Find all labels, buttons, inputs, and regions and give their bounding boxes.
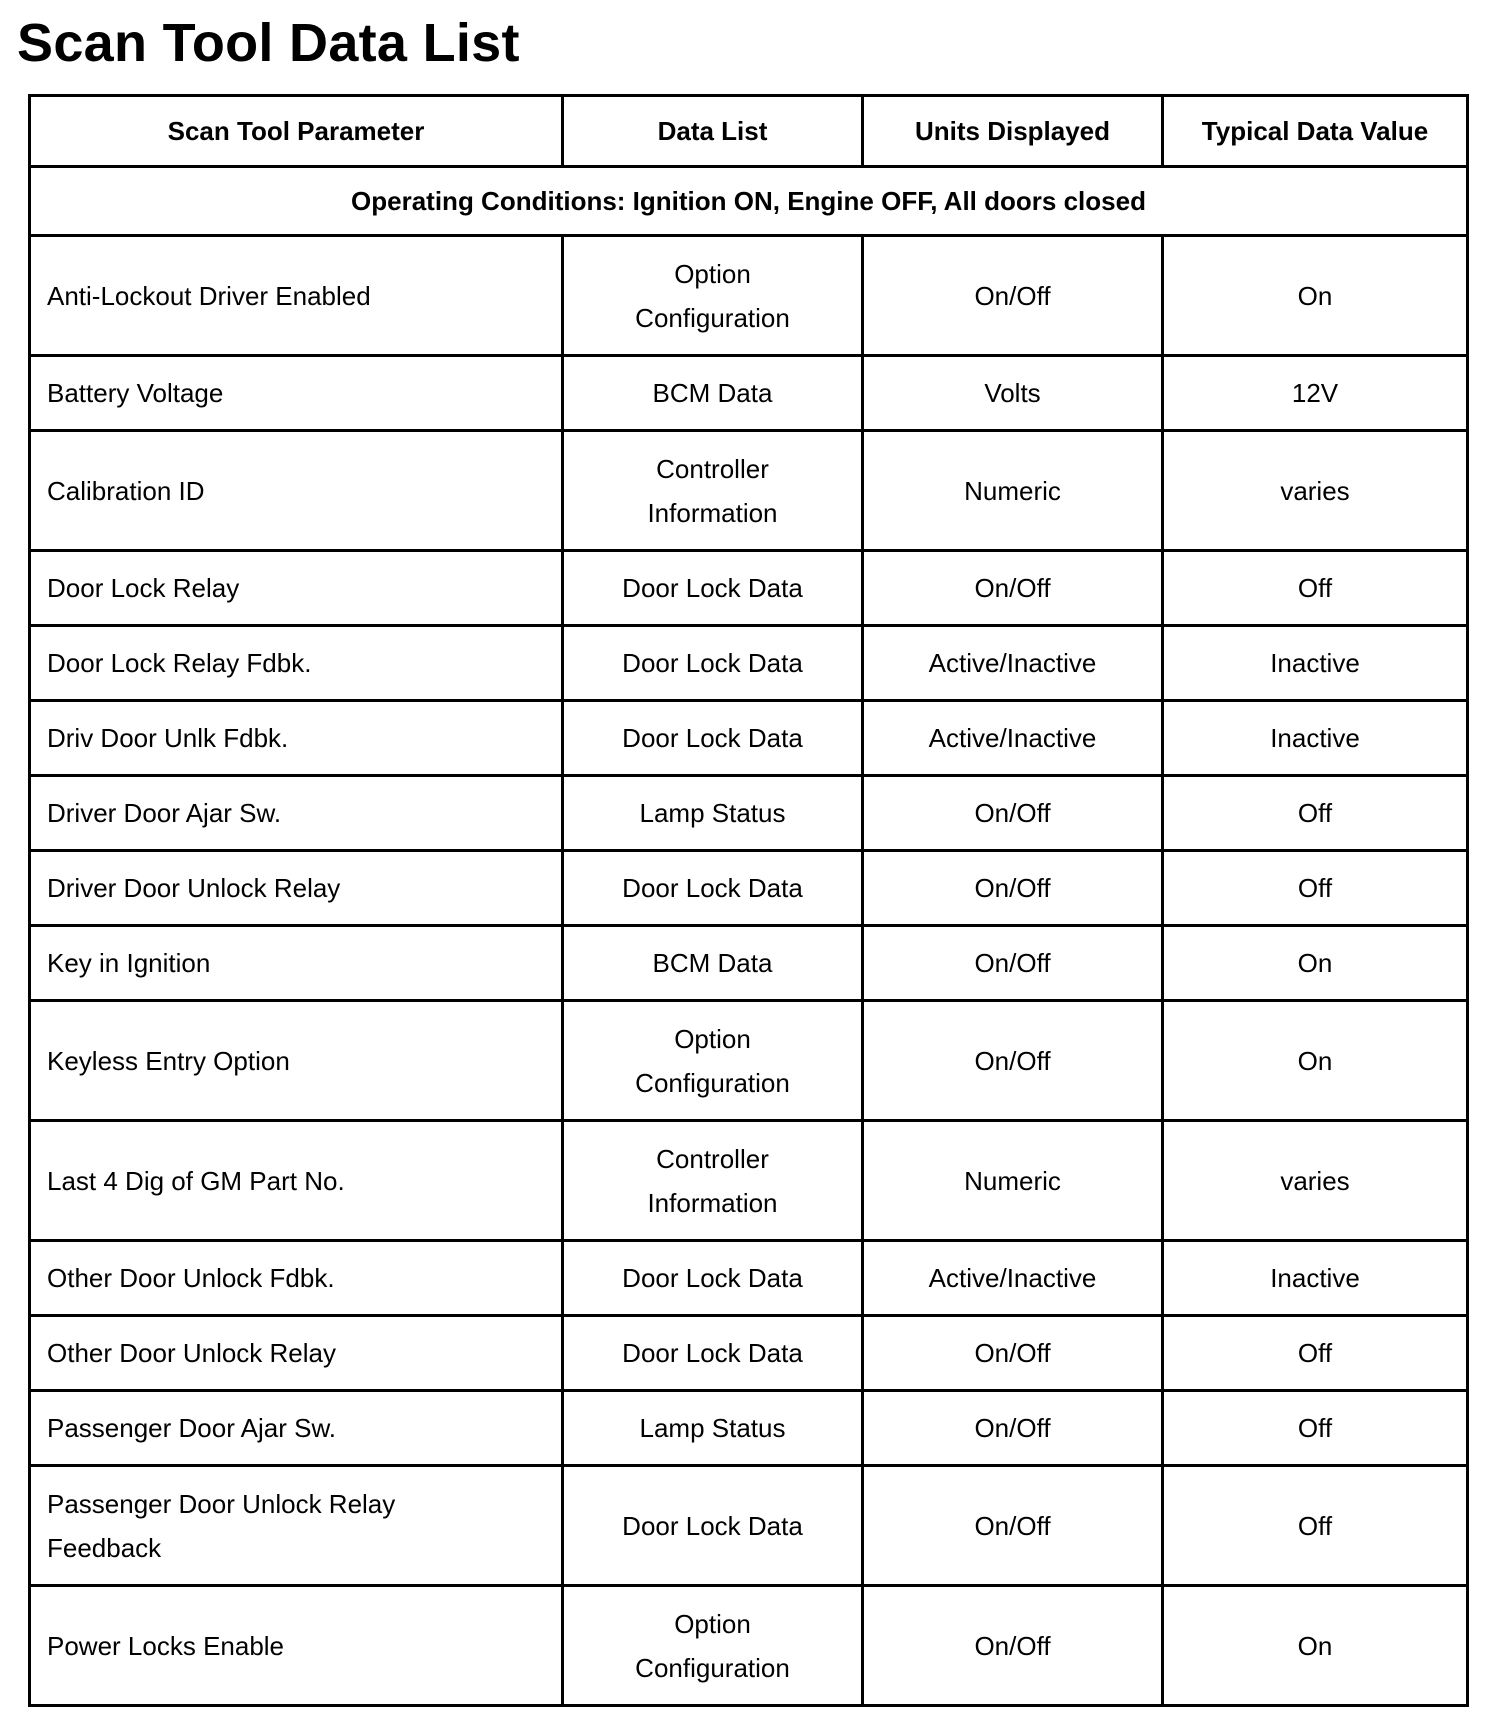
typical-value-cell: Off	[1163, 1466, 1468, 1586]
table-row	[30, 356, 1468, 431]
parameter-cell: Other Door Unlock Relay	[30, 1316, 563, 1391]
units-cell: On/Off	[863, 236, 1163, 356]
data-list-line: Option	[674, 1608, 751, 1639]
units-cell: On/Off	[863, 1586, 1163, 1706]
parameter-cell: Other Door Unlock Fdbk.	[30, 1241, 563, 1316]
data-list-cell: Door Lock Data	[563, 701, 863, 776]
table-row	[30, 431, 1468, 551]
data-list-cell: BCM Data	[563, 926, 863, 1001]
data-list-cell: Door Lock Data	[563, 1241, 863, 1316]
table-row	[30, 626, 1468, 701]
parameter-cell: Anti-Lockout Driver Enabled	[30, 236, 563, 356]
typical-value-cell: varies	[1163, 431, 1468, 551]
parameter-cell: Door Lock Relay Fdbk.	[30, 626, 563, 701]
data-list-cell	[563, 1121, 863, 1241]
table-row	[30, 1466, 1468, 1586]
data-list-line: Controller	[656, 1143, 769, 1174]
header-row	[30, 96, 1468, 167]
units-cell: On/Off	[863, 1466, 1163, 1586]
operating-conditions-row	[30, 167, 1468, 236]
units-cell: Active/Inactive	[863, 1241, 1163, 1316]
typical-value-cell: Off	[1163, 1391, 1468, 1466]
units-cell: Active/Inactive	[863, 701, 1163, 776]
table-row	[30, 926, 1468, 1001]
table-row	[30, 1121, 1468, 1241]
table-row	[30, 701, 1468, 776]
units-cell: Active/Inactive	[863, 626, 1163, 701]
table-row	[30, 1001, 1468, 1121]
data-list-cell	[563, 1001, 863, 1121]
parameter-line: Passenger Door Unlock Relay	[47, 1488, 396, 1519]
table-row	[30, 1586, 1468, 1706]
parameter-cell: Driver Door Unlock Relay	[30, 851, 563, 926]
typical-value-cell: On	[1163, 236, 1468, 356]
table-row	[30, 1241, 1468, 1316]
data-list-line: Information	[647, 1187, 778, 1218]
data-list-cell	[563, 236, 863, 356]
data-list-cell: Door Lock Data	[563, 626, 863, 701]
parameter-cell: Battery Voltage	[30, 356, 563, 431]
parameter-cell: Driv Door Unlk Fdbk.	[30, 701, 563, 776]
parameter-cell: Door Lock Relay	[30, 551, 563, 626]
header-data-list: Data List	[563, 96, 863, 167]
units-cell: Volts	[863, 356, 1163, 431]
parameter-line: Feedback	[47, 1532, 162, 1563]
typical-value-cell: Inactive	[1163, 1241, 1468, 1316]
parameter-cell: Power Locks Enable	[30, 1586, 563, 1706]
parameter-cell	[30, 1466, 563, 1586]
table-row	[30, 776, 1468, 851]
data-list-cell: Door Lock Data	[563, 851, 863, 926]
data-list-line: Configuration	[635, 302, 790, 333]
parameter-cell: Last 4 Dig of GM Part No.	[30, 1121, 563, 1241]
units-cell: Numeric	[863, 1121, 1163, 1241]
units-cell: On/Off	[863, 551, 1163, 626]
table-row	[30, 851, 1468, 926]
typical-value-cell: Inactive	[1163, 701, 1468, 776]
table-row	[30, 551, 1468, 626]
parameter-cell: Passenger Door Ajar Sw.	[30, 1391, 563, 1466]
data-list-line: Option	[674, 1023, 751, 1054]
parameter-cell: Calibration ID	[30, 431, 563, 551]
units-cell: On/Off	[863, 926, 1163, 1001]
table-row	[30, 1391, 1468, 1466]
table-row	[30, 236, 1468, 356]
data-list-cell: Door Lock Data	[563, 1466, 863, 1586]
typical-value-cell: 12V	[1163, 356, 1468, 431]
data-list-cell: Lamp Status	[563, 1391, 863, 1466]
parameter-cell: Key in Ignition	[30, 926, 563, 1001]
data-list-line: Option	[674, 258, 751, 289]
units-cell: On/Off	[863, 1001, 1163, 1121]
data-list-line: Configuration	[635, 1067, 790, 1098]
units-cell: On/Off	[863, 1391, 1163, 1466]
data-list-line: Configuration	[635, 1652, 790, 1683]
data-list-line: Controller	[656, 453, 769, 484]
units-cell: On/Off	[863, 776, 1163, 851]
typical-value-cell: varies	[1163, 1121, 1468, 1241]
operating-conditions: Operating Conditions: Ignition ON, Engine OFF, All doors closed	[30, 167, 1468, 236]
typical-value-cell: Off	[1163, 551, 1468, 626]
units-cell: On/Off	[863, 1316, 1163, 1391]
data-list-cell: Lamp Status	[563, 776, 863, 851]
typical-value-cell: On	[1163, 926, 1468, 1001]
typical-value-cell: Off	[1163, 851, 1468, 926]
units-cell: On/Off	[863, 851, 1163, 926]
scan-tool-data-table	[28, 94, 1469, 1707]
header-units-displayed: Units Displayed	[863, 96, 1163, 167]
data-list-cell	[563, 1586, 863, 1706]
page-title: Scan Tool Data List	[17, 13, 520, 73]
parameter-cell: Driver Door Ajar Sw.	[30, 776, 563, 851]
typical-value-cell: Inactive	[1163, 626, 1468, 701]
typical-value-cell: On	[1163, 1001, 1468, 1121]
units-cell: Numeric	[863, 431, 1163, 551]
typical-value-cell: On	[1163, 1586, 1468, 1706]
typical-value-cell: Off	[1163, 1316, 1468, 1391]
data-list-cell: Door Lock Data	[563, 551, 863, 626]
data-list-cell	[563, 431, 863, 551]
header-scan-tool-parameter: Scan Tool Parameter	[30, 96, 563, 167]
parameter-cell: Keyless Entry Option	[30, 1001, 563, 1121]
header-typical-data-value: Typical Data Value	[1163, 96, 1468, 167]
table-row	[30, 1316, 1468, 1391]
data-list-line: Information	[647, 497, 778, 528]
data-list-cell: Door Lock Data	[563, 1316, 863, 1391]
typical-value-cell: Off	[1163, 776, 1468, 851]
data-list-cell: BCM Data	[563, 356, 863, 431]
